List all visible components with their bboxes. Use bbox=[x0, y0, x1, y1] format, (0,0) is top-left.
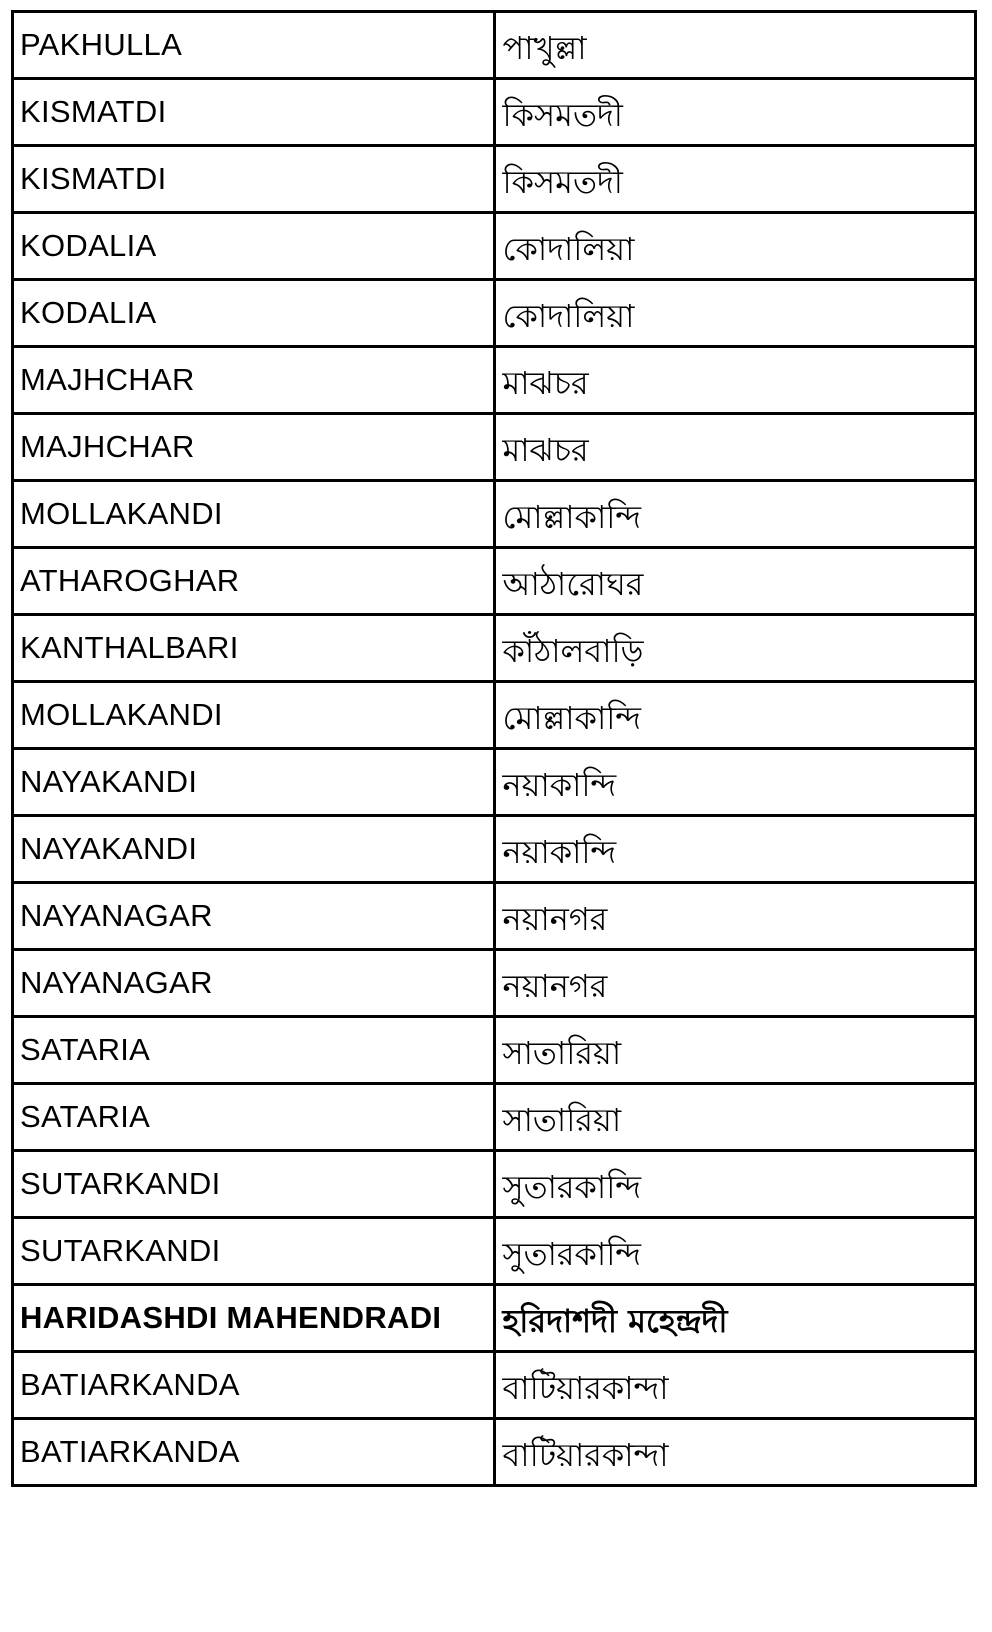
english-name-cell: KISMATDI bbox=[11, 147, 496, 211]
table-row bbox=[11, 549, 977, 616]
extra-column-cell bbox=[974, 1152, 977, 1216]
bengali-name-cell: নয়ানগর bbox=[502, 900, 608, 938]
extra-column-cell bbox=[974, 549, 977, 613]
english-name-cell: HARIDASHDI MAHENDRADI bbox=[11, 1286, 496, 1350]
extra-column-cell bbox=[974, 348, 977, 412]
bengali-name-cell: কিসমতদী bbox=[502, 96, 623, 134]
bengali-name-cell: মোল্লাকান্দি bbox=[502, 498, 642, 536]
table-row bbox=[11, 1085, 977, 1152]
bengali-name-cell: মাঝচর bbox=[502, 431, 589, 469]
extra-column-cell bbox=[974, 214, 977, 278]
table-row bbox=[11, 13, 977, 80]
extra-column-cell bbox=[974, 281, 977, 345]
table-row bbox=[11, 1219, 977, 1286]
bengali-name-cell: সাতারিয়া bbox=[502, 1101, 622, 1139]
extra-column-cell bbox=[974, 1420, 977, 1484]
table-row bbox=[11, 1152, 977, 1219]
table-row bbox=[11, 750, 977, 817]
bengali-name-cell: কাঁঠালবাড়ি bbox=[502, 632, 644, 670]
table-row bbox=[11, 616, 977, 683]
extra-column-cell bbox=[974, 1018, 977, 1082]
table-row bbox=[11, 1353, 977, 1420]
extra-column-cell bbox=[974, 1085, 977, 1149]
table-row bbox=[11, 1018, 977, 1085]
extra-column-cell bbox=[974, 750, 977, 814]
extra-column-cell bbox=[974, 616, 977, 680]
bengali-name-cell: সুতারকান্দি bbox=[502, 1168, 642, 1206]
english-name-cell: SUTARKANDI bbox=[11, 1219, 496, 1283]
table-row bbox=[11, 281, 977, 348]
table-row bbox=[11, 80, 977, 147]
english-name-cell: KISMATDI bbox=[11, 80, 496, 144]
english-name-cell: MOLLAKANDI bbox=[11, 482, 496, 546]
english-name-cell: KODALIA bbox=[11, 214, 496, 278]
english-name-cell: KANTHALBARI bbox=[11, 616, 496, 680]
table-row bbox=[11, 147, 977, 214]
bengali-name-cell: নয়াকান্দি bbox=[502, 833, 617, 871]
extra-column-cell bbox=[974, 80, 977, 144]
table-row bbox=[11, 951, 977, 1018]
bengali-name-cell: কোদালিয়া bbox=[502, 230, 635, 268]
bengali-name-cell: হরিদাশদী মহেন্দ্রদী bbox=[502, 1302, 728, 1340]
bengali-name-cell: মোল্লাকান্দি bbox=[502, 699, 642, 737]
english-name-cell: NAYAKANDI bbox=[11, 817, 496, 881]
english-name-cell: SUTARKANDI bbox=[11, 1152, 496, 1216]
bengali-name-cell: নয়াকান্দি bbox=[502, 766, 617, 804]
english-name-cell: PAKHULLA bbox=[11, 13, 496, 77]
english-name-cell: SATARIA bbox=[11, 1085, 496, 1149]
bengali-name-cell: কোদালিয়া bbox=[502, 297, 635, 335]
english-name-cell: BATIARKANDA bbox=[11, 1353, 496, 1417]
bengali-name-cell: পাখুল্লা bbox=[502, 29, 587, 67]
bengali-name-cell: আঠারোঘর bbox=[502, 565, 644, 603]
english-name-cell: NAYANAGAR bbox=[11, 884, 496, 948]
bengali-name-cell: কিসমতদী bbox=[502, 163, 623, 201]
bengali-name-cell: নয়ানগর bbox=[502, 967, 608, 1005]
extra-column-cell bbox=[974, 951, 977, 1015]
extra-column-cell bbox=[974, 415, 977, 479]
english-name-cell: MAJHCHAR bbox=[11, 348, 496, 412]
extra-column-cell bbox=[974, 13, 977, 77]
extra-column-cell bbox=[974, 884, 977, 948]
extra-column-cell bbox=[974, 1353, 977, 1417]
english-name-cell: NAYAKANDI bbox=[11, 750, 496, 814]
extra-column-cell bbox=[974, 482, 977, 546]
bengali-name-cell: বাটিয়ারকান্দা bbox=[502, 1436, 669, 1474]
table-row-header bbox=[11, 1286, 977, 1353]
bengali-name-cell: মাঝচর bbox=[502, 364, 589, 402]
english-name-cell: MOLLAKANDI bbox=[11, 683, 496, 747]
english-name-cell: SATARIA bbox=[11, 1018, 496, 1082]
table-row bbox=[11, 214, 977, 281]
table-row bbox=[11, 348, 977, 415]
table-row bbox=[11, 482, 977, 549]
extra-column-cell bbox=[974, 817, 977, 881]
table-row bbox=[11, 683, 977, 750]
table-row bbox=[11, 415, 977, 482]
english-name-cell: ATHAROGHAR bbox=[11, 549, 496, 613]
extra-column-cell bbox=[974, 147, 977, 211]
english-name-cell: NAYANAGAR bbox=[11, 951, 496, 1015]
bengali-name-cell: সাতারিয়া bbox=[502, 1034, 622, 1072]
bengali-name-cell: বাটিয়ারকান্দা bbox=[502, 1369, 669, 1407]
bengali-name-cell: সুতারকান্দি bbox=[502, 1235, 642, 1273]
table-row bbox=[11, 1420, 977, 1487]
table-row bbox=[11, 884, 977, 951]
english-name-cell: KODALIA bbox=[11, 281, 496, 345]
table-row bbox=[11, 817, 977, 884]
extra-column-cell bbox=[974, 683, 977, 747]
english-name-cell: MAJHCHAR bbox=[11, 415, 496, 479]
extra-column-cell bbox=[974, 1219, 977, 1283]
village-name-table bbox=[11, 10, 977, 1487]
english-name-cell: BATIARKANDA bbox=[11, 1420, 496, 1484]
extra-column-cell bbox=[974, 1286, 977, 1350]
